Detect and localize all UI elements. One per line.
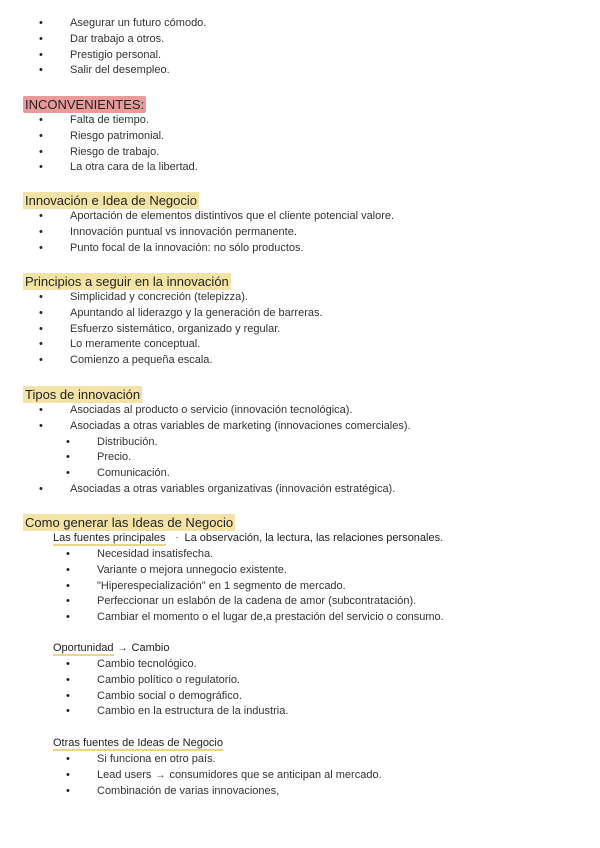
fuentes-separator: · (175, 532, 179, 542)
list-item: • Cambiar el momento o el lugar de,a prestación del servicio o consumo. (0, 610, 600, 626)
innovacion-idea-list (0, 209, 600, 256)
list-item: • Falta de tiempo. (0, 113, 600, 129)
list-item: • Combinación de varias innovaciones, (0, 784, 600, 800)
sub-list-item: • Precio. (0, 450, 600, 466)
fuentes-line (53, 531, 443, 546)
list-item: • La otra cara de la libertad. (0, 160, 600, 176)
list-item: • Cambio tecnológico. (0, 657, 600, 673)
list-item: • Comienzo a pequeña escala. (0, 353, 600, 369)
tipos-block (0, 403, 600, 498)
list-item: • Simplicidad y concreción (telepizza). (0, 290, 600, 306)
list-item: • Lo meramente conceptual. (0, 337, 600, 353)
list-item: • Asociadas a otras variables organizativas (innovación estratégica). (0, 482, 600, 498)
principios-block (0, 290, 600, 369)
list-item: • Necesidad insatisfecha. (0, 547, 600, 563)
list-item: • Cambio político o regulatorio. (0, 673, 600, 689)
generar-heading: Como generar las Ideas de Negocio (25, 515, 234, 530)
otras-fuentes-list (0, 752, 600, 799)
list-item: • Asociadas al producto o servicio (innovación tecnológica). (0, 403, 600, 419)
list-item: • Punto focal de la innovación: no sólo productos. (0, 241, 600, 257)
list-item: • Perfeccionar un eslabón de la cadena de amor (subcontratación). (0, 594, 600, 610)
oportunidad-text: Cambio (131, 642, 170, 654)
list-item: • Apuntando al liderazgo y la generación de barreras. (0, 306, 600, 322)
list-item: • Innovación puntual vs innovación permanente. (0, 225, 600, 241)
list-item: • Riesgo patrimonial. (0, 129, 600, 145)
list-item: • Riesgo de trabajo. (0, 145, 600, 161)
oportunidad-line (53, 641, 169, 656)
list-item: • Variante o mejora unnegocio existente. (0, 563, 600, 579)
list-item: • Cambio en la estructura de la industria. (0, 704, 600, 720)
top-list (0, 16, 600, 79)
innovacion-idea-heading: Innovación e Idea de Negocio (25, 193, 198, 208)
fuentes-list (0, 547, 600, 626)
list-item: • Asociadas a otras variables de marketing (innovaciones comerciales). (0, 419, 600, 435)
list-item: • Salir del desempleo. (0, 63, 600, 79)
tipos-heading: Tipos de innovación (25, 387, 141, 402)
fuentes-text: La observación, la lectura, las relaciones personales. (184, 532, 444, 544)
list-item: • Cambio social o demográfico. (0, 689, 600, 705)
inconvenientes-block (0, 113, 600, 176)
tipos-sublist (0, 435, 600, 482)
top-list-block (0, 16, 600, 79)
inconvenientes-list (0, 113, 600, 176)
oportunidad-label: Oportunidad (53, 642, 114, 654)
principios-list (0, 290, 600, 369)
tipos-list (0, 403, 600, 435)
inconvenientes-heading: INCONVENIENTES: (25, 97, 145, 112)
sub-list-item: • Comunicación. (0, 466, 600, 482)
fuentes-label: Las fuentes principales (53, 532, 166, 544)
oportunidad-block (0, 657, 600, 720)
list-item (0, 768, 600, 784)
list-item: • Esfuerzo sistemático, organizado y regular. (0, 322, 600, 338)
principios-heading: Principios a seguir en la innovación (25, 274, 229, 289)
arrow-right-icon: → (117, 643, 128, 654)
list-item: • "Hiperespecialización" en 1 segmento de mercado. (0, 579, 600, 595)
list-item: • Dar trabajo a otros. (0, 32, 600, 48)
otras-fuentes-label: Otras fuentes de Ideas de Negocio (53, 737, 223, 749)
list-item: • Asegurar un futuro cómodo. (0, 16, 600, 32)
consumidores-text: consumidores que se anticipan al mercado. (169, 768, 382, 781)
list-item: • Prestigio personal. (0, 48, 600, 64)
otras-fuentes-line (53, 736, 223, 751)
innovacion-idea-block (0, 209, 600, 256)
list-item: • Aportación de elementos distintivos que el cliente potencial valore. (0, 209, 600, 225)
arrow-right-icon: → (155, 769, 166, 781)
fuentes-block (0, 547, 600, 626)
sub-list-item: • Distribución. (0, 435, 600, 451)
otras-fuentes-block (0, 752, 600, 799)
tipos-list-cont (0, 482, 600, 498)
oportunidad-list (0, 657, 600, 720)
lead-users-text: Lead users (97, 768, 152, 781)
list-item: • Si funciona en otro país. (0, 752, 600, 768)
